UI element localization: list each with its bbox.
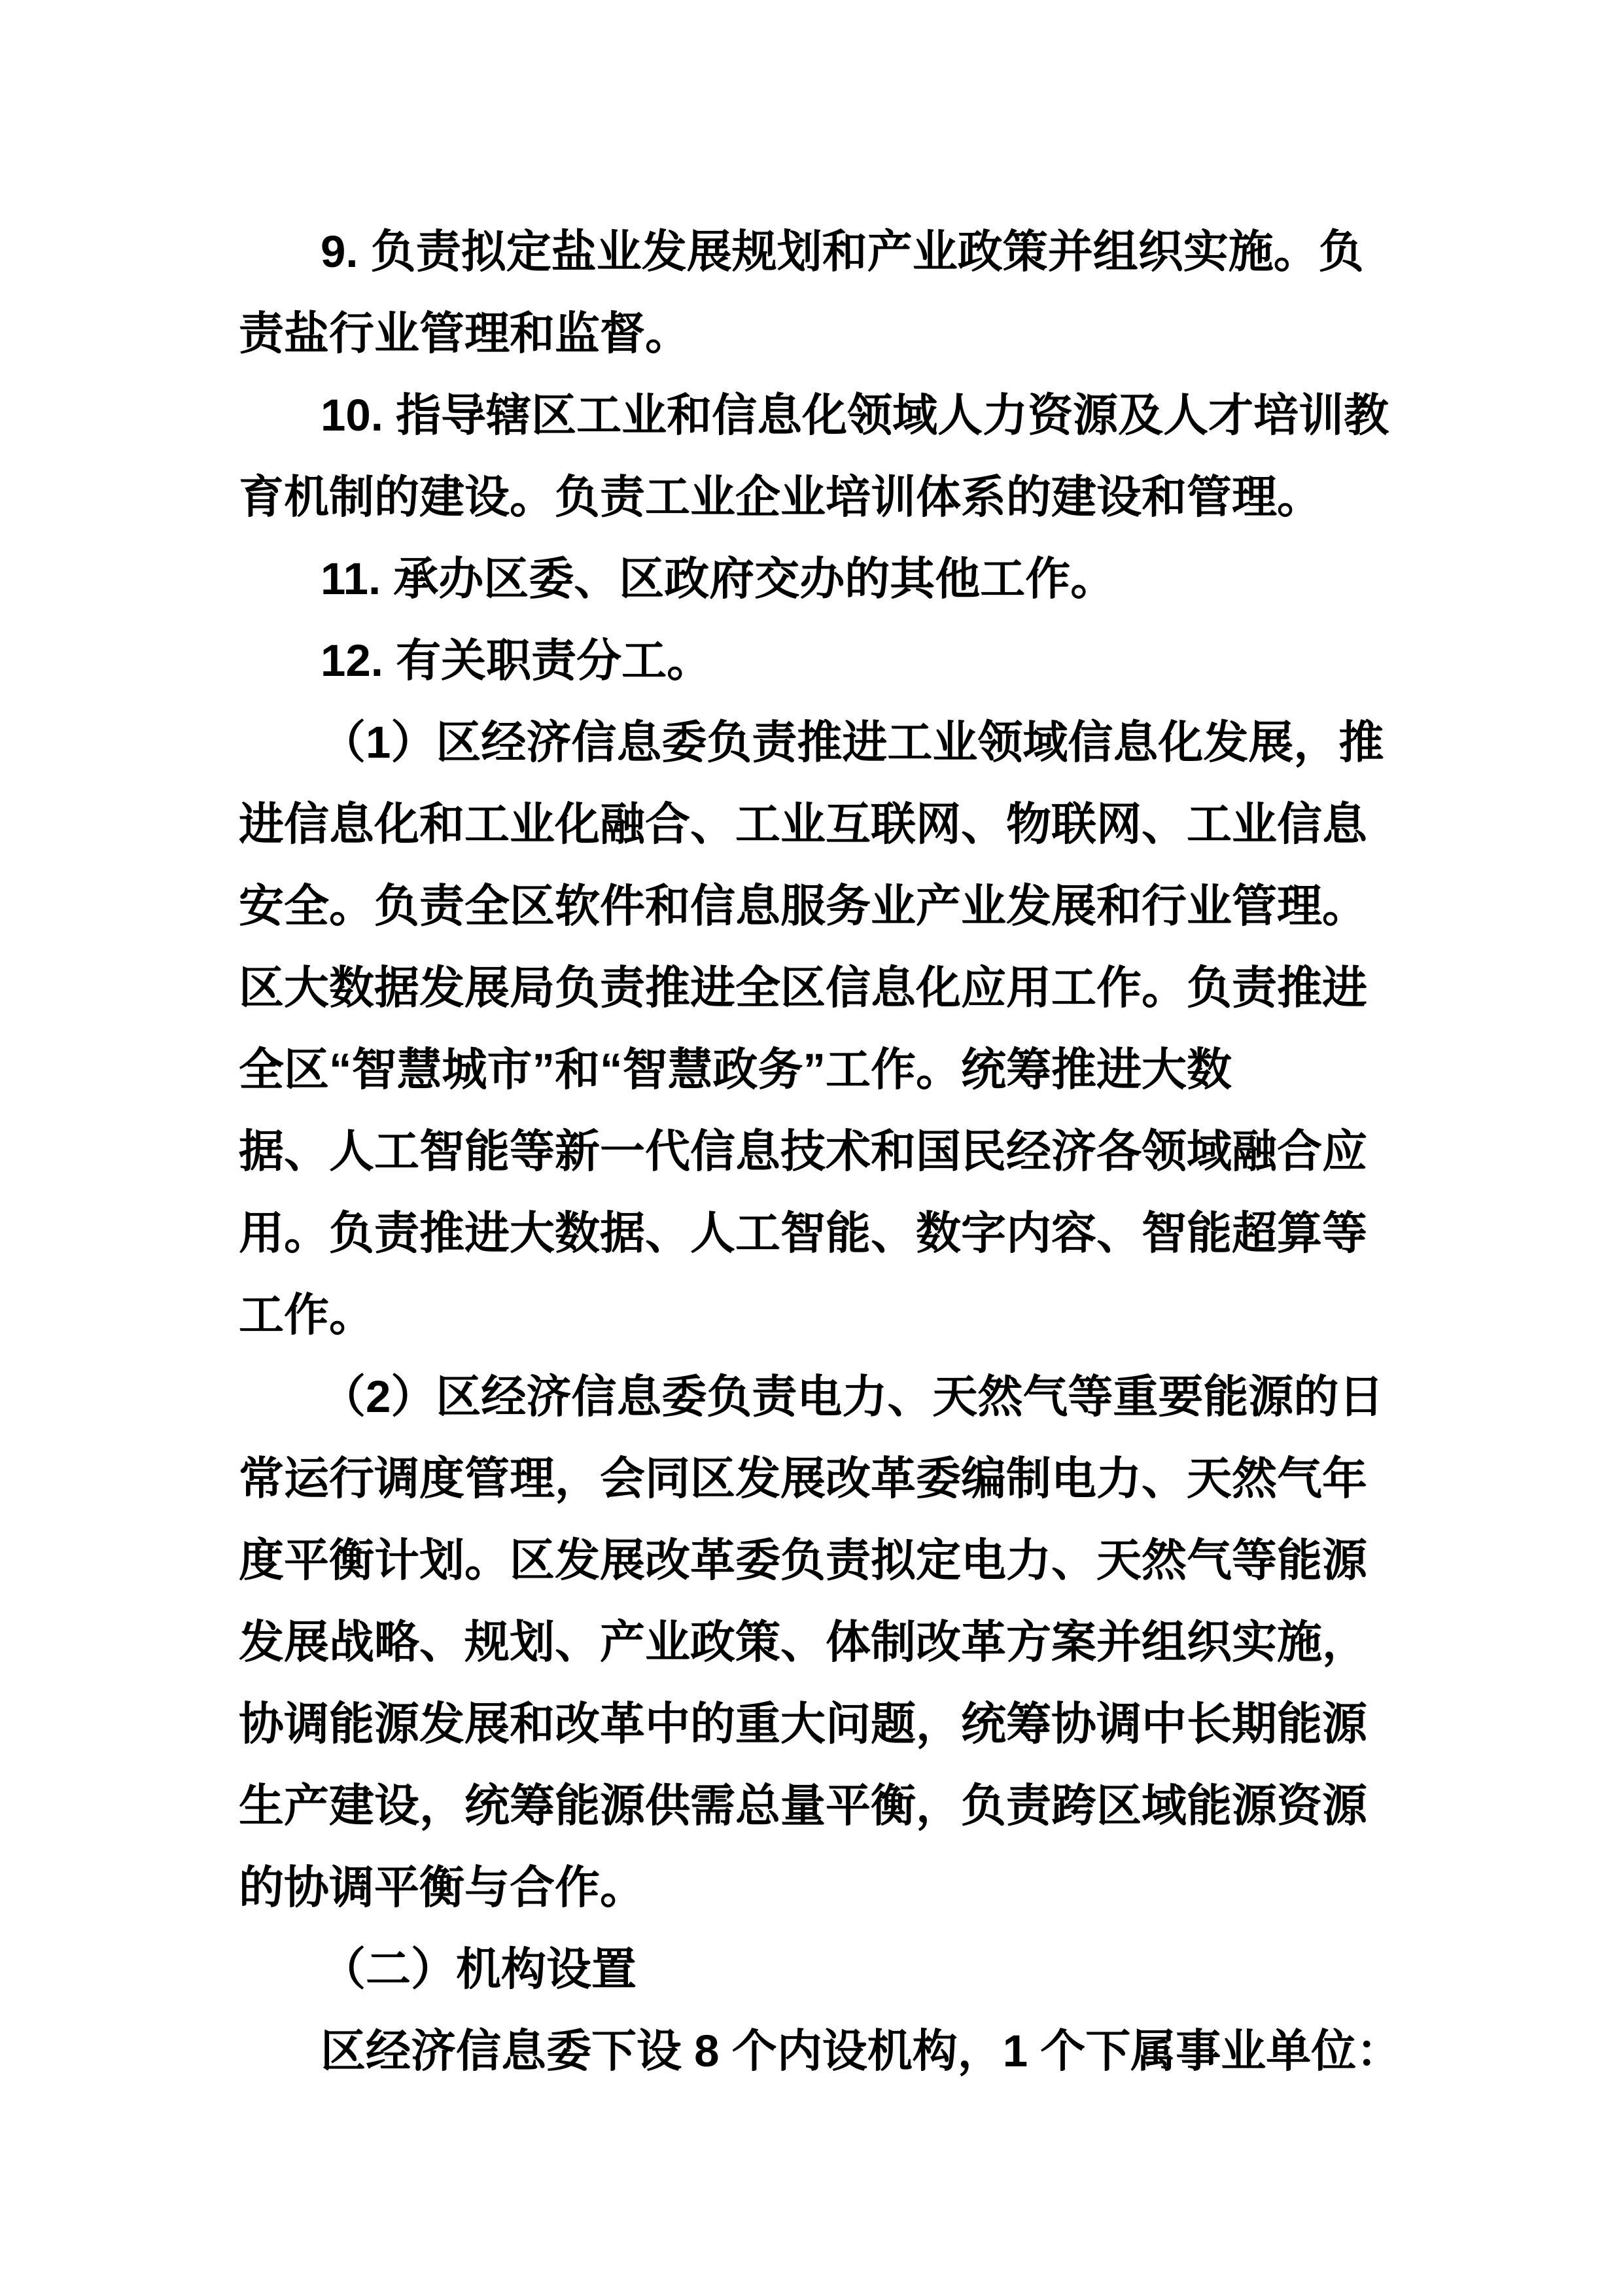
text-line: 9. 负责拟定盐业发展规划和产业政策并组织实施。负 — [321, 226, 1364, 277]
text-line: 生产建设，统筹能源供需总量平衡，负责跨区域能源资源 — [239, 1780, 1367, 1831]
text-line: 责盐行业管理和监督。 — [239, 308, 690, 359]
text-line: 发展战略、规划、产业政策、体制改革方案并组织实施， — [239, 1617, 1367, 1667]
text-line: 11. 承办区委、区政府交办的其他工作。 — [321, 554, 1116, 604]
text-line: 的协调平衡与合作。 — [239, 1862, 645, 1913]
text-line: 12. 有关职责分工。 — [321, 635, 712, 686]
text-line: 安全。负责全区软件和信息服务业产业发展和行业管理。 — [239, 881, 1367, 931]
text-line: 据、人工智能等新一代信息技术和国民经济各领域融合应 — [239, 1126, 1367, 1176]
text-line: 工作。 — [239, 1290, 374, 1340]
text-line: 育机制的建设。负责工业企业培训体系的建设和管理。 — [239, 472, 1322, 522]
text-line: 进信息化和工业化融合、工业互联网、物联网、工业信息 — [239, 799, 1367, 849]
text-line: 用。负责推进大数据、人工智能、数字内容、智能超算等 — [239, 1208, 1367, 1258]
text-line: 10. 指导辖区工业和信息化领域人力资源及人才培训教 — [321, 390, 1389, 440]
document-text-block — [239, 211, 1402, 2092]
text-line: 度平衡计划。区发展改革委负责拟定电力、天然气等能源 — [239, 1535, 1367, 1585]
text-line: 全区“智慧城市”和“智慧政务”工作。统筹推进大数 — [239, 1044, 1232, 1095]
text-line: （1）区经济信息委负责推进工业领域信息化发展，推 — [321, 717, 1384, 768]
text-line: 区经济信息委下设 8 个内设机构，1 个下属事业单位： — [321, 2026, 1402, 2076]
text-line: 协调能源发展和改革中的重大问题，统筹协调中长期能源 — [239, 1699, 1367, 1749]
text-line: 常运行调度管理，会同区发展改革委编制电力、天然气年 — [239, 1453, 1367, 1504]
text-line: （二）机构设置 — [321, 1944, 637, 1994]
text-line: 区大数据发展局负责推进全区信息化应用工作。负责推进 — [239, 963, 1367, 1013]
text-line: （2）区经济信息委负责电力、天然气等重要能源的日 — [321, 1371, 1384, 1422]
